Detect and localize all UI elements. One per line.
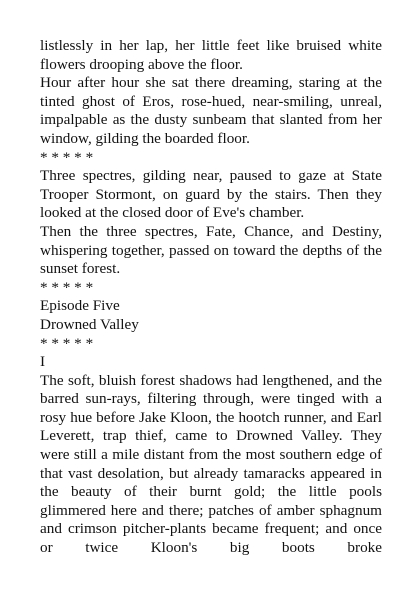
paragraph-spectres: Three spectres, gilding near, paused to gaze at State Trooper Stormont, on guard by the stairs. Then they looked at the closed door of Eve's chamber. [40,167,382,222]
section-separator: * * * * * [40,334,94,352]
section-separator: * * * * * [40,278,94,296]
section-separator: * * * * * [40,148,94,166]
paragraph-drowned-valley: The soft, bluish forest shadows had lengthened, and the barred sun-rays, filtering through, were tinged with a rosy hue before Jake Kloon, the hootch runner, and Earl Leverett, trap thief, came to Drowned Valley. They were still a mile distant from the most southern edge of that vast desolation, but already tamaracks appeared in the beauty of their burnt gold; the little pools glimmered here and there; patches of amber sphagnum and crimson pitcher-plants became frequent; and once or twice Kloon's big boots broke [40,371,382,557]
paragraph-dreaming: Hour after hour she sat there dreaming, staring at the tinted ghost of Eros, rose-hued, near-smiling, unreal, impalpable as the dusty sunbeam that slanted from her window, gilding the boarded floor. [40,74,382,147]
paragraph-continued: listlessly in her lap, her little feet like bruised white flowers drooping above the floor. [40,37,382,73]
paragraph-fate-chance-destiny: Then the three spectres, Fate, Chance, and Destiny, whispering together, passed on toward the depths of the sunset forest. [40,222,382,278]
document-page [40,37,382,558]
episode-heading: Episode Five [40,297,120,315]
episode-title: Drowned Valley [40,315,139,333]
chapter-number: I [40,353,46,371]
